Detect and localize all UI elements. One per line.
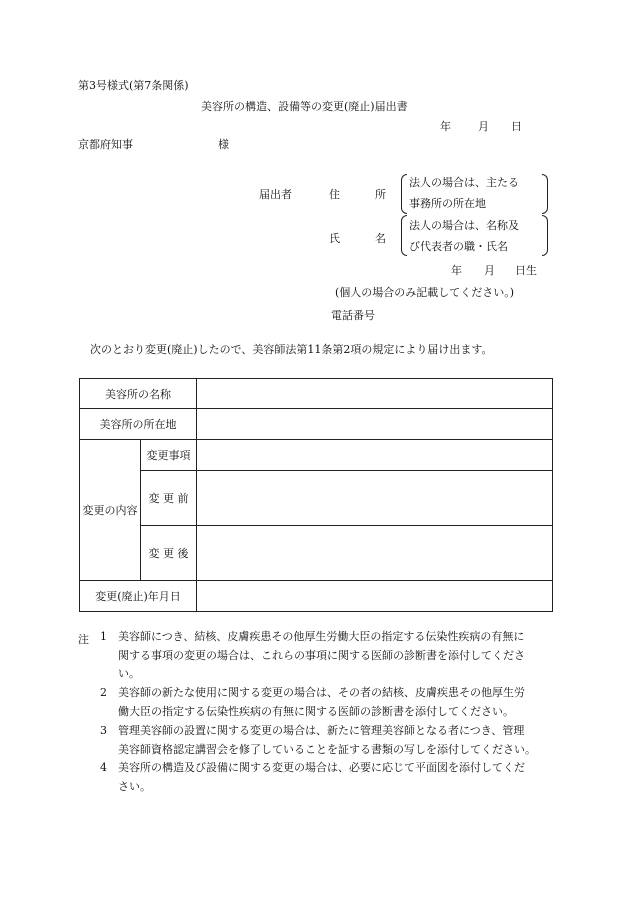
change-item-field[interactable] xyxy=(197,440,553,471)
note-text: 管理美容師の設置に関する変更の場合は、新たに管理美容師となる者につき、管理 xyxy=(118,724,525,737)
note-text: 美容師資格認定講習会を修了していることを証する書類の写しを添付してください。 xyxy=(118,742,536,756)
name-label: 氏 名 xyxy=(329,232,398,245)
note-item-3 xyxy=(78,722,553,759)
note-text: さい。 xyxy=(118,779,151,793)
before-change-field[interactable] xyxy=(197,471,553,526)
name-note-line2: び代表者の職・氏名 xyxy=(409,240,508,253)
after-change-label: 変 更 後 xyxy=(141,526,197,581)
table-row xyxy=(80,440,553,471)
date-day: 日 xyxy=(511,120,522,133)
form-number: 第3号様式(第7条関係) xyxy=(78,79,189,92)
note-item-1 xyxy=(78,628,553,684)
statement: 次のとおり変更(廃止)したので、美容師法第11条第2項の規定により届け出ます。 xyxy=(90,343,493,356)
note-text: 美容所の構造及び設備に関する変更の場合は、必要に応じて平面図を添付してくだ xyxy=(118,761,525,774)
note-number: 4 xyxy=(100,761,107,774)
birth-month: 月 xyxy=(484,264,495,277)
change-date-field[interactable] xyxy=(197,581,553,612)
note-text: 美容師の新たな使用に関する変更の場合は、その者の結核、皮膚疾患その他厚生労 xyxy=(118,686,525,699)
after-change-field[interactable] xyxy=(197,526,553,581)
note-number: 3 xyxy=(100,724,107,737)
honorific: 様 xyxy=(218,138,229,151)
address-note-left-bracket xyxy=(401,174,407,214)
phone-label: 電話番号 xyxy=(331,309,375,322)
table-row xyxy=(80,409,553,440)
table-row xyxy=(80,581,553,612)
address-note-line2: 事務所の所在地 xyxy=(409,197,486,210)
name-note-left-bracket xyxy=(401,215,407,256)
document-title: 美容所の構造、設備等の変更(廃止)届出書 xyxy=(201,100,408,113)
address-note-right-bracket xyxy=(542,174,548,214)
note-text: い。 xyxy=(118,667,140,680)
note-item-4 xyxy=(78,759,553,796)
salon-name-field[interactable] xyxy=(197,379,553,409)
change-content-label: 変更の内容 xyxy=(80,440,141,581)
birth-day: 日生 xyxy=(515,264,537,277)
applicant-label: 届出者 xyxy=(259,188,292,201)
note-number: 2 xyxy=(100,686,107,699)
address-note-line1: 法人の場合は、主たる xyxy=(409,176,519,189)
notes-prefix: 注 xyxy=(78,633,89,646)
addressee: 京都府知事 xyxy=(78,138,133,151)
note-item-2 xyxy=(78,684,553,721)
date-month: 月 xyxy=(478,120,489,133)
before-change-label: 変 更 前 xyxy=(141,471,197,526)
change-date-label: 変更(廃止)年月日 xyxy=(80,581,197,612)
change-item-label: 変更事項 xyxy=(141,440,197,471)
salon-location-field[interactable] xyxy=(197,409,553,440)
name-note-right-bracket xyxy=(542,215,548,256)
note-text: 働大臣の指定する伝染性疾病の有無に関する医師の診断書を添付してください。 xyxy=(118,704,514,718)
table-row xyxy=(80,526,553,581)
notification-table xyxy=(79,378,553,612)
note-number: 1 xyxy=(100,630,107,643)
name-note-line1: 法人の場合は、名称及 xyxy=(409,219,519,232)
salon-location-label: 美容所の所在地 xyxy=(80,409,197,440)
note-text: 美容師につき、結核、皮膚疾患その他厚生労働大臣の指定する伝染性疾病の有無に xyxy=(118,630,525,643)
address-label: 住 所 xyxy=(329,188,398,201)
date-year: 年 xyxy=(440,120,451,133)
note-text: 関する事項の変更の場合は、これらの事項に関する医師の診断書を添付してくださ xyxy=(118,648,525,662)
individual-note: (個人の場合のみ記載してください。) xyxy=(335,286,515,299)
table-row xyxy=(80,379,553,409)
birth-year: 年 xyxy=(451,264,462,277)
table-row xyxy=(80,471,553,526)
salon-name-label: 美容所の名称 xyxy=(80,379,197,409)
